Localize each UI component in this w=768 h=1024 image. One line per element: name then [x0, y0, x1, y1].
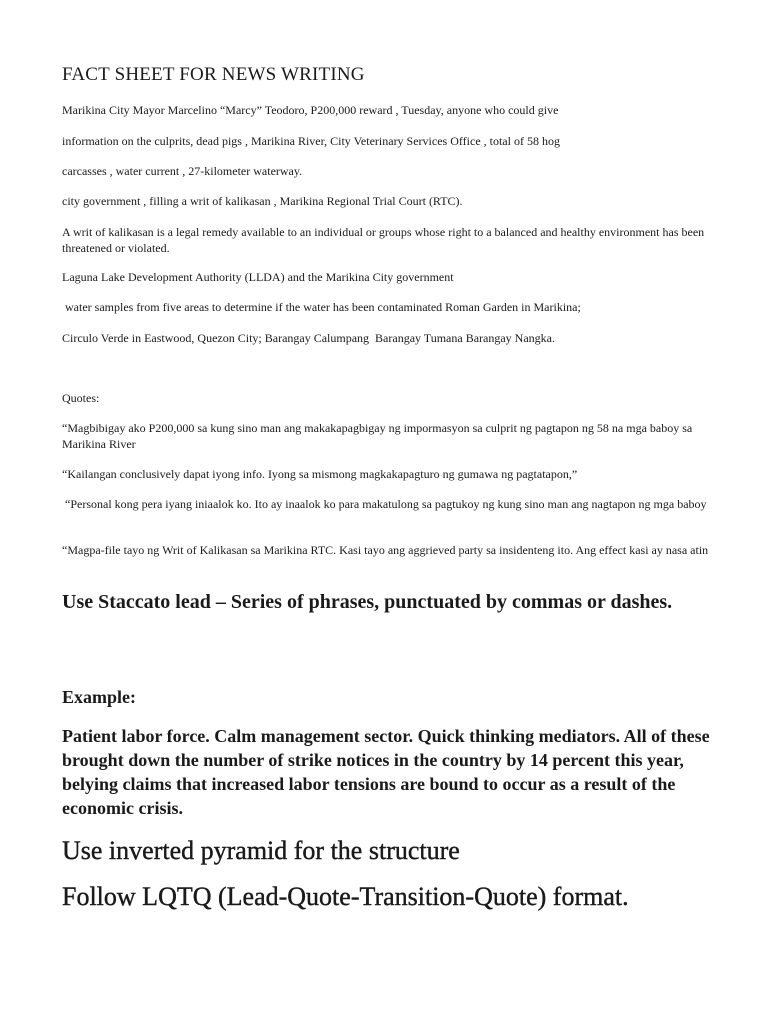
quote-3: “Personal kong pera iyang iniaalok ko. Ito ay inaalok ko para makatulong sa pagtukoy ng kung sino man ang nagtapon ng mga baboy [62, 497, 707, 511]
quote-4: “Magpa-file tayo ng Writ of Kalikasan sa Marikina RTC. Kasi tayo ang aggrieved party sa insidenteng ito. Ang effect kasi ay nasa atin [62, 543, 709, 557]
quote-2: “Kailangan conclusively dapat iyong info. Iyong sa mismong magkakapagturo ng gumawa ng pagtatapon,” [62, 467, 578, 481]
example-text: Patient labor force. Calm management sector. Quick thinking mediators. All of these brought down the number of strike notices in the country by 14 percent this year, belying claims that increased labor tensions are bound to occur as a result of the economic crisis. [62, 726, 710, 818]
fact-paragraph-writ: A writ of kalikasan is a legal remedy available to an individual or groups whose right to a balanced and healthy environment has been threatened or violated. [62, 225, 705, 255]
fact-line-7: water samples from five areas to determine if the water has been contaminated Roman Garden in Marikina; [62, 300, 581, 314]
page-title: FACT SHEET FOR NEWS WRITING [62, 64, 365, 85]
fact-line-8: Circulo Verde in Eastwood, Quezon City; Barangay Calumpang Barangay Tumana Barangay Nangka. [62, 331, 556, 345]
quote-1: “Magbibigay ako P200,000 sa kung sino man ang makakapagbigay ng impormasyon sa culprit ng pagtapon ng 58 na mga baboy sa Marikina River [62, 421, 693, 451]
fact-line-6: Laguna Lake Development Authority (LLDA) and the Marikina City government [62, 270, 454, 284]
example-label: Example: [62, 687, 136, 707]
staccato-instruction: Use Staccato lead – Series of phrases, punctuated by commas or dashes. [62, 591, 673, 613]
fact-line-3: carcasses , water current , 27-kilometer waterway. [62, 164, 303, 178]
fact-line-2: information on the culprits, dead pigs , Marikina River, City Veterinary Services Office , total of 58 hog [62, 134, 560, 148]
fact-line-1: Marikina City Mayor Marcelino “Marcy” Teodoro, P200,000 reward , Tuesday, anyone who could give [62, 103, 559, 117]
lqtq-instruction: Follow LQTQ (Lead-Quote-Transition-Quote) format. [62, 882, 629, 911]
quotes-label: Quotes: [62, 391, 100, 405]
fact-line-4: city government , filling a writ of kalikasan , Marikina Regional Trial Court (RTC). [62, 194, 463, 208]
pyramid-instruction: Use inverted pyramid for the structure [62, 836, 460, 865]
